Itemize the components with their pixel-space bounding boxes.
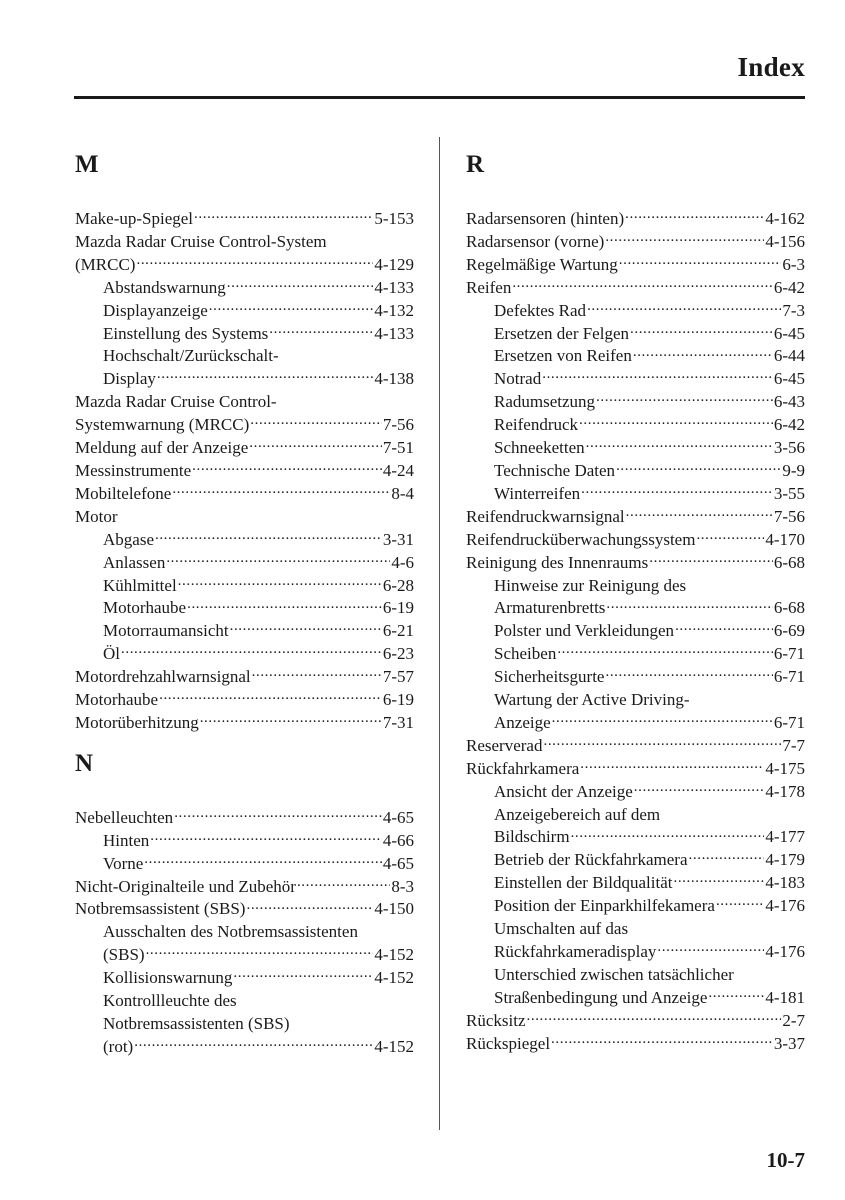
section-letter-m: M: [75, 151, 99, 178]
entry-term: Polster und Verkleidungen: [494, 621, 675, 641]
entry-term: Umschalten auf das: [494, 919, 629, 939]
index-entry: [75, 712, 414, 735]
index-entry: [75, 807, 414, 830]
entry-term: Reifendrucküberwachungssystem: [466, 529, 696, 549]
entry-page-ref: 4-66: [382, 830, 414, 850]
entry-page-ref: 4-156: [765, 231, 805, 251]
entry-term: Radumsetzung: [494, 392, 596, 412]
index-entry: [75, 437, 414, 460]
index-entry: [466, 758, 805, 781]
dot-leader: [249, 416, 382, 430]
entry-term: Technische Daten: [494, 460, 616, 480]
dot-leader: [605, 599, 772, 613]
entry-page-ref: 4-183: [765, 873, 805, 893]
entry-page-ref: 6-45: [773, 369, 805, 389]
entry-term: Nicht-Originalteile und Zubehör: [75, 876, 296, 896]
index-entry: [75, 391, 414, 414]
dot-leader: [232, 969, 373, 983]
index-entry: [75, 460, 414, 483]
entry-page-ref: 4-178: [765, 781, 805, 801]
entry-page-ref: 6-28: [382, 575, 414, 595]
entry-page-ref: 4-179: [765, 850, 805, 870]
index-subentry: [466, 849, 805, 872]
entry-page-ref: 6-68: [773, 552, 805, 572]
entry-term: Hinten: [103, 830, 150, 850]
entry-term: Nebelleuchten: [75, 807, 174, 827]
index-subentry: [466, 689, 805, 712]
index-subentry: [466, 804, 805, 827]
dot-leader: [226, 279, 374, 293]
entry-term: Rücksitz: [466, 1010, 526, 1030]
entry-page-ref: 6-68: [773, 598, 805, 618]
index-subentry: [466, 712, 805, 735]
entry-page-ref: 3-56: [773, 438, 805, 458]
entry-term: Radarsensor (vorne): [466, 231, 605, 251]
dot-leader: [511, 279, 773, 293]
dot-leader: [154, 531, 382, 545]
index-entry: [466, 1010, 805, 1033]
index-subentry: [75, 345, 414, 368]
entry-term: Motorhaube: [103, 598, 187, 618]
index-entry: [466, 208, 805, 231]
entry-page-ref: 8-3: [391, 876, 414, 896]
index-subentry: [466, 964, 805, 987]
entry-term: Radarsensoren (hinten): [466, 209, 625, 228]
dot-leader: [135, 256, 373, 270]
entry-term: Sicherheitsgurte: [494, 667, 605, 687]
index-subentry: [75, 944, 414, 967]
entry-page-ref: 6-71: [773, 712, 805, 732]
index-subentry: [75, 323, 414, 346]
section-r-entries: [466, 208, 805, 1056]
entry-term: Display: [103, 369, 156, 389]
index-subentry: [75, 830, 414, 853]
entry-term: Mazda Radar Cruise Control-: [75, 392, 277, 412]
entry-term: Reinigung des Innenraums: [466, 552, 649, 572]
index-subentry: [466, 666, 805, 689]
entry-term: Anzeige: [494, 712, 551, 732]
entry-page-ref: 6-71: [773, 667, 805, 687]
index-subentry: [466, 345, 805, 368]
dot-leader: [688, 851, 765, 865]
index-subentry: [75, 277, 414, 300]
entry-term: Hinweise zur Reinigung des: [494, 575, 687, 595]
entry-term: Öl: [103, 644, 120, 664]
entry-term: Defektes Rad: [494, 300, 587, 320]
entry-page-ref: 7-31: [382, 712, 414, 732]
entry-term: Reifendruckwarnsignal: [466, 506, 625, 526]
index-subentry: [466, 460, 805, 483]
index-subentry: [75, 967, 414, 990]
dot-leader: [177, 577, 382, 591]
entry-term: Armaturenbretts: [494, 598, 606, 618]
dot-leader: [133, 1038, 373, 1052]
entry-term: Make-up-Spiegel: [75, 209, 194, 228]
index-column-left: [75, 150, 414, 1059]
index-subentry: [466, 872, 805, 895]
entry-page-ref: 7-57: [382, 667, 414, 687]
entry-page-ref: 4-152: [374, 968, 414, 988]
dot-leader: [551, 714, 773, 728]
entry-term: Reifendruck: [494, 415, 579, 435]
entry-term: Reserverad: [466, 735, 543, 755]
entry-page-ref: 4-152: [374, 945, 414, 965]
entry-term: Einstellung des Systems: [103, 323, 269, 343]
entry-term: Rückfahrkamera: [466, 758, 580, 778]
entry-term: Hochschalt/Zurückschalt-: [103, 346, 279, 366]
index-subentry: [466, 620, 805, 643]
entry-term: Betrieb der Rückfahrkamera: [494, 850, 688, 870]
index-subentry: [466, 987, 805, 1010]
index-subentry: [466, 597, 805, 620]
entry-term: Ersetzen der Felgen: [494, 323, 629, 343]
index-entry: [466, 254, 805, 277]
entry-term: Notrad: [494, 369, 542, 389]
entry-term: Abstandswarnung: [103, 277, 226, 297]
dot-leader: [604, 668, 772, 682]
entry-page-ref: 7-3: [782, 300, 805, 320]
index-entry: [75, 506, 414, 529]
entry-term: Displayanzeige: [103, 300, 208, 320]
entry-page-ref: 4-138: [374, 369, 414, 389]
index-subentry: [466, 575, 805, 598]
entry-term: Mobiltelefone: [75, 483, 172, 503]
index-subentry: [466, 941, 805, 964]
index-entry: [466, 552, 805, 575]
index-subentry: [466, 437, 805, 460]
dot-leader: [199, 714, 382, 728]
entry-term: Kontrollleuchte des: [103, 991, 237, 1011]
entry-page-ref: 4-177: [765, 827, 805, 847]
index-entry: [75, 231, 414, 254]
entry-page-ref: 6-42: [773, 277, 805, 297]
entry-page-ref: 6-44: [773, 346, 805, 366]
entry-page-ref: 6-3: [782, 254, 805, 274]
dot-leader: [618, 256, 782, 270]
dot-leader: [715, 897, 764, 911]
dot-leader: [585, 439, 773, 453]
index-entry: [466, 277, 805, 300]
entry-page-ref: 4-170: [765, 529, 805, 549]
entry-page-ref: 6-45: [773, 323, 805, 343]
entry-page-ref: 7-7: [782, 735, 805, 755]
entry-page-ref: 9-9: [782, 460, 805, 480]
entry-page-ref: 4-176: [765, 942, 805, 961]
dot-leader: [550, 1035, 773, 1049]
index-subentry: [75, 643, 414, 666]
entry-term: Systemwarnung (MRCC): [75, 415, 250, 435]
dot-leader: [579, 760, 764, 774]
dot-leader: [296, 878, 390, 892]
dot-leader: [245, 900, 373, 914]
entry-page-ref: 4-133: [374, 277, 414, 297]
entry-page-ref: 4-6: [391, 552, 414, 572]
entry-term: Regelmäßige Wartung: [466, 254, 618, 274]
index-subentry: [75, 552, 414, 575]
index-entry: [75, 876, 414, 899]
entry-term: Motorraumansicht: [103, 621, 229, 641]
dot-leader: [586, 302, 781, 316]
index-subentry: [75, 853, 414, 876]
page-header-title: Index: [737, 52, 805, 82]
index-subentry: [466, 826, 805, 849]
entry-term: Einstellen der Bildqualität: [494, 873, 673, 893]
entry-term: Bildschirm: [494, 827, 570, 847]
entry-term: (rot): [103, 1036, 134, 1056]
entry-term: Abgase: [103, 529, 154, 549]
entry-term: Motorüberhitzung: [75, 712, 199, 732]
entry-page-ref: 4-162: [765, 209, 805, 228]
entry-page-ref: 4-175: [765, 758, 805, 778]
dot-leader: [208, 302, 374, 316]
dot-leader: [191, 462, 382, 476]
entry-page-ref: 6-42: [773, 415, 805, 435]
entry-page-ref: 6-71: [773, 644, 805, 664]
dot-leader: [145, 946, 374, 960]
index-subentry: [75, 575, 414, 598]
entry-page-ref: 4-152: [374, 1036, 414, 1056]
index-subentry: [75, 1013, 414, 1036]
page-number: 10-7: [766, 1148, 805, 1172]
section-n-entries: [75, 807, 414, 1059]
dot-leader: [624, 210, 764, 224]
dot-leader: [526, 1012, 782, 1026]
dot-leader: [595, 393, 773, 407]
index-subentry: [466, 414, 805, 437]
index-entry: [75, 666, 414, 689]
dot-leader: [633, 783, 765, 797]
index-subentry: [466, 643, 805, 666]
index-entry: [75, 254, 414, 277]
index-entry: [466, 735, 805, 758]
section-m-entries: [75, 208, 414, 735]
entry-page-ref: 3-37: [773, 1033, 805, 1053]
index-subentry: [466, 895, 805, 918]
dot-leader: [171, 485, 390, 499]
entry-page-ref: 4-129: [374, 254, 414, 274]
entry-term: Unterschied zwischen tatsächlicher: [494, 964, 734, 984]
entry-page-ref: 5-153: [374, 209, 414, 228]
dot-leader: [268, 325, 373, 339]
entry-page-ref: 4-176: [765, 896, 805, 916]
entry-page-ref: 4-133: [374, 323, 414, 343]
dot-leader: [672, 874, 764, 888]
entry-term: Mazda Radar Cruise Control-System: [75, 231, 327, 251]
index-subentry: [75, 529, 414, 552]
dot-leader: [120, 645, 382, 659]
index-entry: [75, 689, 414, 712]
index-entry: [75, 208, 414, 231]
dot-leader: [165, 554, 390, 568]
index-subentry: [75, 921, 414, 944]
entry-term: Meldung auf der Anzeige: [75, 438, 249, 458]
entry-term: (SBS): [103, 945, 145, 965]
entry-page-ref: 2-7: [782, 1010, 805, 1030]
dot-leader: [656, 943, 764, 957]
entry-page-ref: 4-132: [374, 300, 414, 320]
entry-page-ref: 3-55: [773, 483, 805, 503]
entry-page-ref: 6-23: [382, 644, 414, 664]
entry-term: Messinstrumente: [75, 460, 192, 480]
dot-leader: [158, 691, 382, 705]
dot-leader: [143, 855, 382, 869]
entry-page-ref: 6-19: [382, 598, 414, 618]
entry-term: Schneeketten: [494, 438, 585, 458]
entry-term: Motor: [75, 506, 118, 526]
entry-page-ref: 7-56: [382, 415, 414, 435]
index-subentry: [466, 300, 805, 323]
entry-term: Rückspiegel: [466, 1033, 551, 1053]
index-subentry: [466, 781, 805, 804]
entry-page-ref: 6-43: [773, 392, 805, 412]
entry-term: Reifen: [466, 277, 512, 297]
entry-page-ref: 4-65: [382, 853, 414, 873]
dot-leader: [193, 210, 373, 224]
dot-leader: [707, 989, 764, 1003]
entry-term: Wartung der Active Driving-: [494, 690, 690, 710]
entry-term: Anlassen: [103, 552, 166, 572]
dot-leader: [173, 809, 382, 823]
dot-leader: [248, 439, 382, 453]
entry-page-ref: 4-65: [382, 807, 414, 827]
dot-leader: [695, 531, 764, 545]
index-subentry: [466, 368, 805, 391]
entry-page-ref: 6-21: [382, 621, 414, 641]
index-subentry: [466, 483, 805, 506]
dot-leader: [615, 462, 781, 476]
dot-leader: [629, 325, 773, 339]
index-subentry: [466, 918, 805, 941]
dot-leader: [186, 599, 382, 613]
entry-page-ref: 6-19: [382, 690, 414, 710]
index-entry: [75, 414, 414, 437]
dot-leader: [632, 347, 773, 361]
index-subentry: [75, 1036, 414, 1059]
index-subentry: [75, 300, 414, 323]
entry-term: Notbremsassistent (SBS): [75, 899, 246, 919]
entry-term: Anzeigebereich auf dem: [494, 804, 661, 824]
index-subentry: [466, 323, 805, 346]
dot-leader: [578, 416, 773, 430]
entry-term: Notbremsassistenten (SBS): [103, 1014, 290, 1033]
index-column-right: [466, 150, 805, 1056]
index-entry: [466, 529, 805, 552]
entry-term: Kollisionswarnung: [103, 968, 233, 988]
index-entry: [466, 506, 805, 529]
index-subentry: [75, 597, 414, 620]
entry-term: Ausschalten des Notbremsassistenten: [103, 922, 358, 942]
index-entry: [75, 483, 414, 506]
entry-term: Winterreifen: [494, 483, 581, 503]
entry-page-ref: 7-56: [773, 506, 805, 526]
dot-leader: [541, 370, 773, 384]
entry-term: Rückfahrkameradisplay: [494, 942, 657, 961]
index-entry: [466, 231, 805, 254]
dot-leader: [556, 645, 773, 659]
section-letter-n: N: [75, 749, 94, 777]
section-letter-r: R: [466, 151, 485, 178]
index-entry: [75, 898, 414, 921]
dot-leader: [580, 485, 773, 499]
dot-leader: [648, 554, 773, 568]
entry-page-ref: 4-181: [765, 987, 805, 1007]
entry-term: Scheiben: [494, 644, 557, 664]
entry-page-ref: 3-31: [382, 529, 414, 549]
entry-page-ref: 7-51: [382, 438, 414, 458]
entry-term: Ersetzen von Reifen: [494, 346, 632, 366]
entry-term: Motordrehzahlwarnsignal: [75, 667, 251, 687]
entry-term: Straßenbedingung und Anzeige: [494, 987, 708, 1007]
entry-term: Vorne: [103, 853, 144, 873]
dot-leader: [570, 828, 765, 842]
dot-leader: [604, 233, 764, 247]
entry-page-ref: 4-24: [382, 460, 414, 480]
dot-leader: [674, 622, 773, 636]
dot-leader: [542, 737, 781, 751]
dot-leader: [149, 832, 382, 846]
index-subentry: [75, 620, 414, 643]
entry-term: Kühlmittel: [103, 575, 177, 595]
entry-term: Motorhaube: [75, 690, 159, 710]
dot-leader: [156, 370, 373, 384]
header-rule: [74, 96, 805, 99]
entry-term: Position der Einparkhilfekamera: [494, 896, 715, 916]
column-divider: [439, 137, 440, 1130]
entry-page-ref: 8-4: [391, 483, 414, 503]
entry-term: Ansicht der Anzeige: [494, 781, 633, 801]
index-subentry: [466, 391, 805, 414]
index-subentry: [75, 990, 414, 1013]
dot-leader: [229, 622, 382, 636]
index-subentry: [75, 368, 414, 391]
entry-page-ref: 4-150: [374, 899, 414, 919]
dot-leader: [251, 668, 382, 682]
dot-leader: [625, 508, 773, 522]
index-entry: [466, 1033, 805, 1056]
entry-term: (MRCC): [75, 254, 136, 274]
entry-page-ref: 6-69: [773, 621, 805, 641]
